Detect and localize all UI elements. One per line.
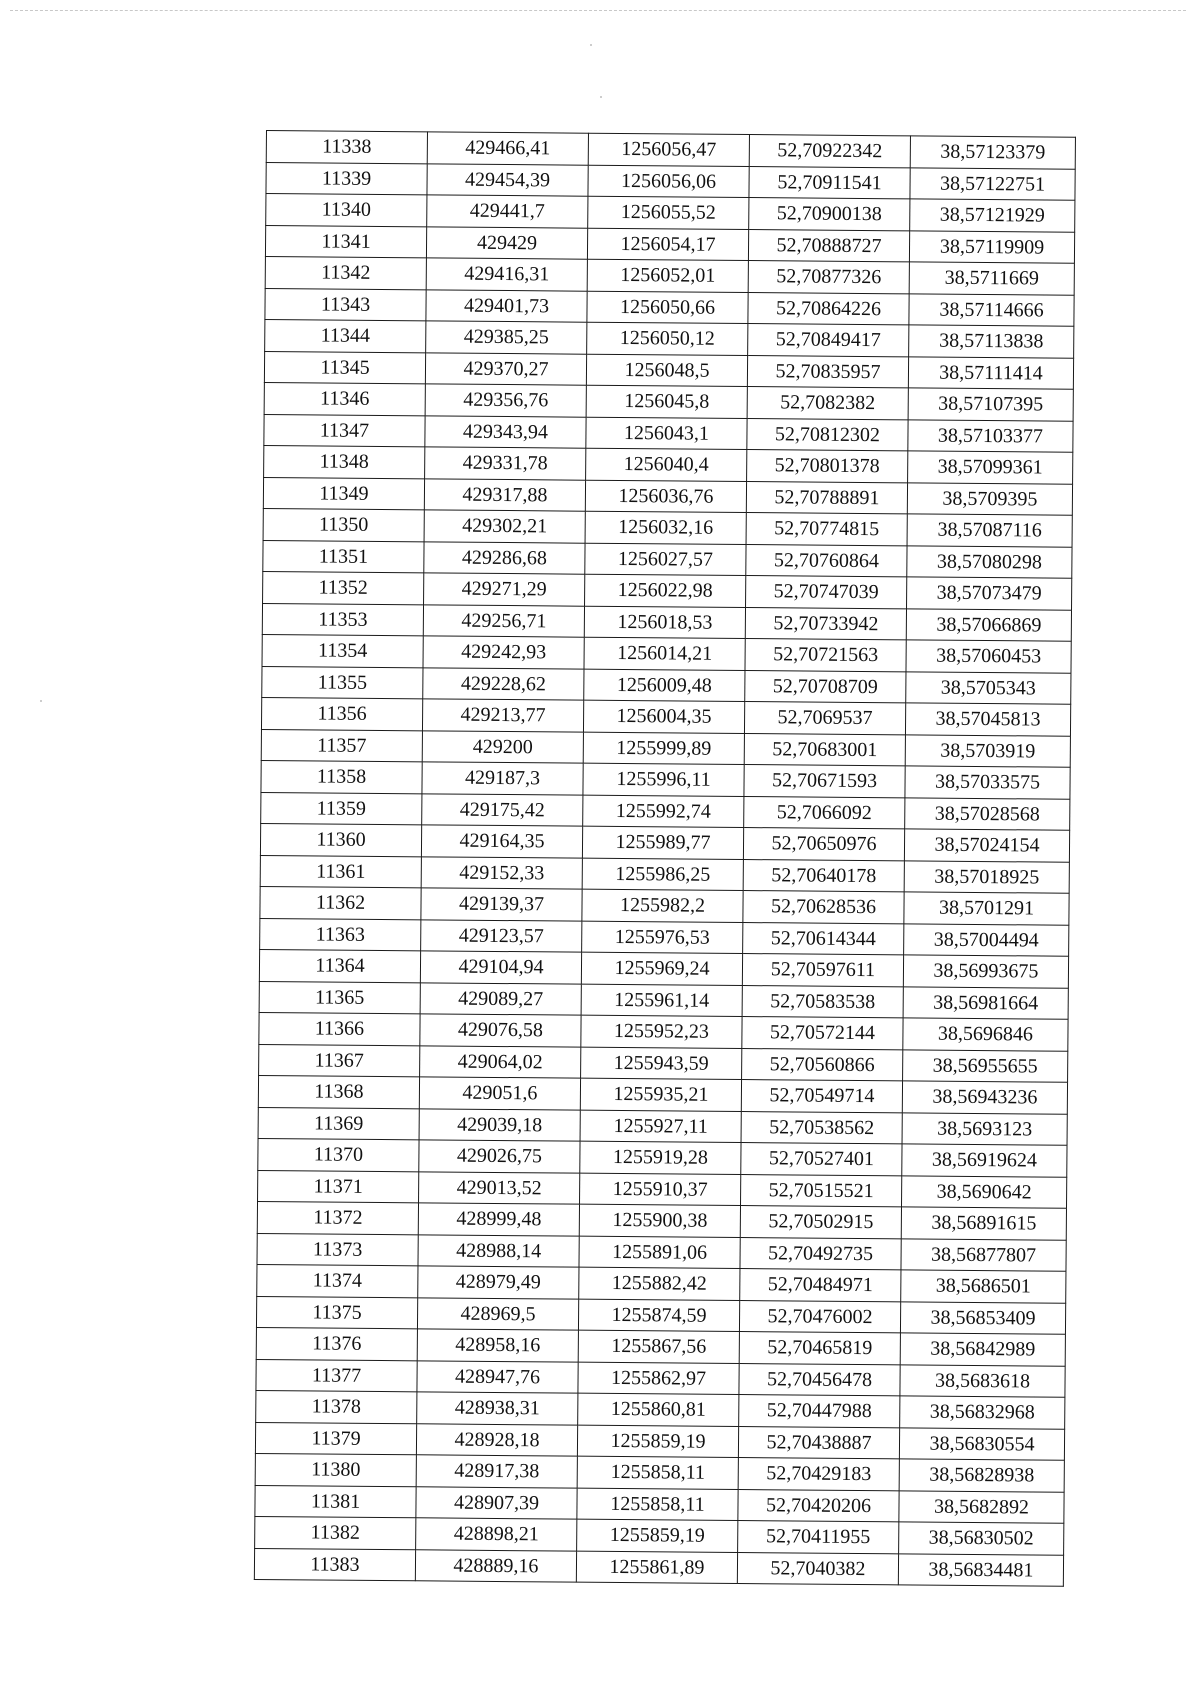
point-number-cell: 11343 [265, 288, 426, 321]
latitude-cell: 52,70420206 [738, 1489, 899, 1522]
y-coordinate-cell: 1256027,57 [585, 543, 746, 576]
x-coordinate-cell: 428958,16 [417, 1329, 578, 1362]
point-number-cell: 11378 [256, 1390, 417, 1423]
y-coordinate-cell: 1256040,4 [586, 448, 747, 481]
y-coordinate-cell: 1256032,16 [585, 511, 746, 544]
x-coordinate-cell: 428969,5 [417, 1297, 578, 1330]
point-number-cell: 11375 [256, 1296, 417, 1329]
longitude-cell: 38,57045813 [905, 703, 1070, 736]
latitude-cell: 52,70465819 [739, 1332, 900, 1365]
point-number-cell: 11339 [266, 162, 427, 195]
longitude-cell: 38,56919624 [902, 1144, 1067, 1177]
latitude-cell: 52,70549714 [741, 1080, 902, 1113]
longitude-cell: 38,57024154 [904, 829, 1069, 862]
longitude-cell: 38,5683618 [900, 1364, 1065, 1397]
latitude-cell: 52,70614344 [743, 922, 904, 955]
y-coordinate-cell: 1256018,53 [584, 606, 745, 639]
latitude-cell: 52,70747039 [746, 576, 907, 609]
x-coordinate-cell: 429152,33 [421, 856, 582, 889]
x-coordinate-cell: 429164,35 [421, 825, 582, 858]
point-number-cell: 11353 [262, 603, 423, 636]
coordinates-table [254, 130, 1076, 1587]
x-coordinate-cell: 428898,21 [416, 1518, 577, 1551]
longitude-cell: 38,57066869 [906, 608, 1071, 641]
latitude-cell: 52,70456478 [739, 1363, 900, 1396]
point-number-cell: 11348 [264, 445, 425, 478]
point-number-cell: 11380 [255, 1453, 416, 1486]
latitude-cell: 52,70788891 [746, 481, 907, 514]
x-coordinate-cell: 429416,31 [426, 258, 587, 291]
y-coordinate-cell: 1256055,52 [588, 196, 749, 229]
longitude-cell: 38,57004494 [904, 923, 1069, 956]
x-coordinate-cell: 429370,27 [425, 352, 586, 385]
point-number-cell: 11357 [261, 729, 422, 762]
latitude-cell: 52,70683001 [744, 733, 905, 766]
longitude-cell: 38,57060453 [906, 640, 1071, 673]
longitude-cell: 38,57121929 [910, 199, 1075, 232]
y-coordinate-cell: 1255999,89 [583, 732, 744, 765]
point-number-cell: 11347 [264, 414, 425, 447]
point-number-cell: 11362 [260, 886, 421, 919]
y-coordinate-cell: 1255952,23 [581, 1015, 742, 1048]
latitude-cell: 52,70560866 [742, 1048, 903, 1081]
x-coordinate-cell: 429175,42 [422, 793, 583, 826]
x-coordinate-cell: 429039,18 [419, 1108, 580, 1141]
latitude-cell: 52,70922342 [749, 135, 910, 168]
y-coordinate-cell: 1256050,66 [587, 291, 748, 324]
latitude-cell: 52,70597611 [742, 954, 903, 987]
longitude-cell: 38,57113838 [909, 325, 1074, 358]
y-coordinate-cell: 1255982,2 [582, 889, 743, 922]
x-coordinate-cell: 429187,3 [422, 762, 583, 795]
point-number-cell: 11374 [257, 1264, 418, 1297]
point-number-cell: 11365 [259, 981, 420, 1014]
longitude-cell: 38,56943236 [902, 1081, 1067, 1114]
y-coordinate-cell: 1255859,19 [577, 1425, 738, 1458]
x-coordinate-cell: 428999,48 [418, 1203, 579, 1236]
latitude-cell: 52,70628536 [743, 891, 904, 924]
x-coordinate-cell: 428938,31 [417, 1392, 578, 1425]
longitude-cell: 38,56834481 [898, 1553, 1063, 1586]
point-number-cell: 11367 [259, 1044, 420, 1077]
y-coordinate-cell: 1255943,59 [581, 1047, 742, 1080]
longitude-cell: 38,57073479 [907, 577, 1072, 610]
x-coordinate-cell: 429200 [422, 730, 583, 763]
x-coordinate-cell: 429385,25 [426, 321, 587, 354]
x-coordinate-cell: 429139,37 [421, 888, 582, 921]
latitude-cell: 52,70438887 [738, 1426, 899, 1459]
latitude-cell: 52,70849417 [748, 324, 909, 357]
latitude-cell: 52,70671593 [744, 765, 905, 798]
longitude-cell: 38,56830502 [899, 1522, 1064, 1555]
latitude-cell: 52,70640178 [743, 859, 904, 892]
point-number-cell: 11373 [257, 1233, 418, 1266]
y-coordinate-cell: 1256048,5 [586, 354, 747, 387]
longitude-cell: 38,56891615 [901, 1207, 1066, 1240]
x-coordinate-cell: 429089,27 [420, 982, 581, 1015]
y-coordinate-cell: 1255961,14 [581, 984, 742, 1017]
latitude-cell: 52,70721563 [745, 639, 906, 672]
latitude-cell: 52,70760864 [746, 544, 907, 577]
y-coordinate-cell: 1255986,25 [582, 858, 743, 891]
latitude-cell: 52,70515521 [741, 1174, 902, 1207]
latitude-cell: 52,7066092 [744, 796, 905, 829]
y-coordinate-cell: 1256014,21 [584, 637, 745, 670]
y-coordinate-cell: 1255976,53 [582, 921, 743, 954]
y-coordinate-cell: 1255996,11 [583, 763, 744, 796]
point-number-cell: 11340 [266, 194, 427, 227]
longitude-cell: 38,57080298 [907, 545, 1072, 578]
x-coordinate-cell: 429076,58 [420, 1014, 581, 1047]
point-number-cell: 11379 [255, 1422, 416, 1455]
point-number-cell: 11360 [260, 823, 421, 856]
x-coordinate-cell: 429302,21 [424, 510, 585, 543]
point-number-cell: 11349 [263, 477, 424, 510]
y-coordinate-cell: 1255927,11 [580, 1110, 741, 1143]
y-coordinate-cell: 1255989,77 [582, 826, 743, 859]
y-coordinate-cell: 1255858,11 [577, 1456, 738, 1489]
latitude-cell: 52,70801378 [747, 450, 908, 483]
point-number-cell: 11358 [261, 760, 422, 793]
table-row [254, 1548, 1063, 1586]
latitude-cell: 52,70492735 [740, 1237, 901, 1270]
longitude-cell: 38,5690642 [902, 1175, 1067, 1208]
point-number-cell: 11381 [255, 1485, 416, 1518]
point-number-cell: 11341 [265, 225, 426, 258]
longitude-cell: 38,56832968 [900, 1396, 1065, 1429]
point-number-cell: 11351 [263, 540, 424, 573]
y-coordinate-cell: 1255910,37 [580, 1173, 741, 1206]
x-coordinate-cell: 429271,29 [424, 573, 585, 606]
coordinates-table-body [254, 131, 1075, 1587]
x-coordinate-cell: 429256,71 [423, 604, 584, 637]
y-coordinate-cell: 1255969,24 [581, 952, 742, 985]
latitude-cell: 52,70888727 [748, 229, 909, 262]
y-coordinate-cell: 1255860,81 [578, 1393, 739, 1426]
latitude-cell: 52,70835957 [747, 355, 908, 388]
y-coordinate-cell: 1256036,76 [585, 480, 746, 513]
point-number-cell: 11364 [259, 949, 420, 982]
point-number-cell: 11376 [256, 1327, 417, 1360]
point-number-cell: 11356 [261, 697, 422, 730]
point-number-cell: 11370 [258, 1138, 419, 1171]
point-number-cell: 11361 [260, 855, 421, 888]
x-coordinate-cell: 429026,75 [419, 1140, 580, 1173]
scan-speck [40, 700, 42, 702]
point-number-cell: 11372 [257, 1201, 418, 1234]
point-number-cell: 11354 [262, 634, 423, 667]
x-coordinate-cell: 429441,7 [427, 195, 588, 228]
longitude-cell: 38,57123379 [910, 136, 1075, 169]
longitude-cell: 38,5709395 [907, 482, 1072, 515]
longitude-cell: 38,57028568 [905, 797, 1070, 830]
y-coordinate-cell: 1255862,97 [578, 1362, 739, 1395]
longitude-cell: 38,57099361 [908, 451, 1073, 484]
y-coordinate-cell: 1256050,12 [587, 322, 748, 355]
point-number-cell: 11352 [263, 571, 424, 604]
longitude-cell: 38,5711669 [909, 262, 1074, 295]
point-number-cell: 11371 [258, 1170, 419, 1203]
latitude-cell: 52,70572144 [742, 1017, 903, 1050]
x-coordinate-cell: 428947,76 [417, 1360, 578, 1393]
latitude-cell: 52,70447988 [739, 1395, 900, 1428]
point-number-cell: 11363 [260, 918, 421, 951]
point-number-cell: 11369 [258, 1107, 419, 1140]
longitude-cell: 38,56842989 [900, 1333, 1065, 1366]
latitude-cell: 52,7082382 [747, 387, 908, 420]
latitude-cell: 52,70538562 [741, 1111, 902, 1144]
longitude-cell: 38,5686501 [901, 1270, 1066, 1303]
x-coordinate-cell: 428979,49 [418, 1266, 579, 1299]
x-coordinate-cell: 429466,41 [427, 132, 588, 165]
latitude-cell: 52,70476002 [739, 1300, 900, 1333]
longitude-cell: 38,5693123 [902, 1112, 1067, 1145]
y-coordinate-cell: 1256022,98 [585, 574, 746, 607]
x-coordinate-cell: 429286,68 [424, 541, 585, 574]
point-number-cell: 11383 [254, 1548, 415, 1581]
x-coordinate-cell: 429123,57 [421, 919, 582, 952]
longitude-cell: 38,56955655 [903, 1049, 1068, 1082]
latitude-cell: 52,70527401 [741, 1143, 902, 1176]
longitude-cell: 38,5703919 [905, 734, 1070, 767]
x-coordinate-cell: 429343,94 [425, 415, 586, 448]
y-coordinate-cell: 1255935,21 [580, 1078, 741, 1111]
longitude-cell: 38,5696846 [903, 1018, 1068, 1051]
latitude-cell: 52,70900138 [749, 198, 910, 231]
longitude-cell: 38,57087116 [907, 514, 1072, 547]
latitude-cell: 52,70708709 [745, 670, 906, 703]
y-coordinate-cell: 1255992,74 [583, 795, 744, 828]
latitude-cell: 52,70484971 [740, 1269, 901, 1302]
latitude-cell: 52,70911541 [749, 166, 910, 199]
latitude-cell: 52,70429183 [738, 1458, 899, 1491]
longitude-cell: 38,57018925 [904, 860, 1069, 893]
y-coordinate-cell: 1255919,28 [580, 1141, 741, 1174]
y-coordinate-cell: 1255867,56 [578, 1330, 739, 1363]
y-coordinate-cell: 1256009,48 [584, 669, 745, 702]
longitude-cell: 38,56853409 [900, 1301, 1065, 1334]
latitude-cell: 52,70812302 [747, 418, 908, 451]
y-coordinate-cell: 1256056,06 [588, 165, 749, 198]
y-coordinate-cell: 1255859,19 [577, 1519, 738, 1552]
scan-top-edge [10, 10, 1186, 11]
longitude-cell: 38,57114666 [909, 293, 1074, 326]
point-number-cell: 11366 [259, 1012, 420, 1045]
x-coordinate-cell: 429317,88 [424, 478, 585, 511]
point-number-cell: 11344 [265, 319, 426, 352]
latitude-cell: 52,7069537 [744, 702, 905, 735]
latitude-cell: 52,70583538 [742, 985, 903, 1018]
latitude-cell: 52,70733942 [745, 607, 906, 640]
x-coordinate-cell: 428907,39 [416, 1486, 577, 1519]
longitude-cell: 38,5682892 [899, 1490, 1064, 1523]
latitude-cell: 52,70411955 [738, 1521, 899, 1554]
x-coordinate-cell: 429454,39 [427, 163, 588, 196]
x-coordinate-cell: 428917,38 [416, 1455, 577, 1488]
point-number-cell: 11355 [262, 666, 423, 699]
longitude-cell: 38,57122751 [910, 167, 1075, 200]
x-coordinate-cell: 428889,16 [415, 1549, 576, 1582]
longitude-cell: 38,56830554 [899, 1427, 1064, 1460]
x-coordinate-cell: 429013,52 [419, 1171, 580, 1204]
x-coordinate-cell: 428928,18 [416, 1423, 577, 1456]
y-coordinate-cell: 1255882,42 [579, 1267, 740, 1300]
point-number-cell: 11368 [258, 1075, 419, 1108]
x-coordinate-cell: 429213,77 [422, 699, 583, 732]
x-coordinate-cell: 429228,62 [423, 667, 584, 700]
y-coordinate-cell: 1255891,06 [579, 1236, 740, 1269]
x-coordinate-cell: 429356,76 [425, 384, 586, 417]
y-coordinate-cell: 1256043,1 [586, 417, 747, 450]
longitude-cell: 38,56877807 [901, 1238, 1066, 1271]
longitude-cell: 38,57103377 [908, 419, 1073, 452]
longitude-cell: 38,56981664 [903, 986, 1068, 1019]
y-coordinate-cell: 1255900,38 [579, 1204, 740, 1237]
x-coordinate-cell: 429064,02 [420, 1045, 581, 1078]
x-coordinate-cell: 429051,6 [419, 1077, 580, 1110]
scan-speck [590, 44, 592, 46]
y-coordinate-cell: 1256004,35 [583, 700, 744, 733]
latitude-cell: 52,70502915 [740, 1206, 901, 1239]
point-number-cell: 11382 [255, 1516, 416, 1549]
y-coordinate-cell: 1255874,59 [578, 1299, 739, 1332]
point-number-cell: 11345 [264, 351, 425, 384]
latitude-cell: 52,7040382 [737, 1552, 898, 1585]
y-coordinate-cell: 1255861,89 [576, 1551, 737, 1584]
point-number-cell: 11377 [256, 1359, 417, 1392]
latitude-cell: 52,70877326 [748, 261, 909, 294]
x-coordinate-cell: 429429 [426, 226, 587, 259]
latitude-cell: 52,70864226 [748, 292, 909, 325]
x-coordinate-cell: 429401,73 [426, 289, 587, 322]
point-number-cell: 11346 [264, 382, 425, 415]
y-coordinate-cell: 1256054,17 [587, 228, 748, 261]
scan-speck [600, 96, 602, 98]
point-number-cell: 11359 [261, 792, 422, 825]
longitude-cell: 38,57119909 [909, 230, 1074, 263]
latitude-cell: 52,70650976 [743, 828, 904, 861]
point-number-cell: 11350 [263, 508, 424, 541]
x-coordinate-cell: 428988,14 [418, 1234, 579, 1267]
x-coordinate-cell: 429331,78 [425, 447, 586, 480]
y-coordinate-cell: 1256056,47 [588, 133, 749, 166]
latitude-cell: 52,70774815 [746, 513, 907, 546]
x-coordinate-cell: 429242,93 [423, 636, 584, 669]
x-coordinate-cell: 429104,94 [420, 951, 581, 984]
longitude-cell: 38,56993675 [903, 955, 1068, 988]
longitude-cell: 38,57111414 [908, 356, 1073, 389]
longitude-cell: 38,5701291 [904, 892, 1069, 925]
y-coordinate-cell: 1255858,11 [577, 1488, 738, 1521]
y-coordinate-cell: 1256045,8 [586, 385, 747, 418]
longitude-cell: 38,56828938 [899, 1459, 1064, 1492]
point-number-cell: 11338 [266, 131, 427, 164]
y-coordinate-cell: 1256052,01 [587, 259, 748, 292]
point-number-cell: 11342 [265, 256, 426, 289]
longitude-cell: 38,57033575 [905, 766, 1070, 799]
longitude-cell: 38,57107395 [908, 388, 1073, 421]
longitude-cell: 38,5705343 [906, 671, 1071, 704]
